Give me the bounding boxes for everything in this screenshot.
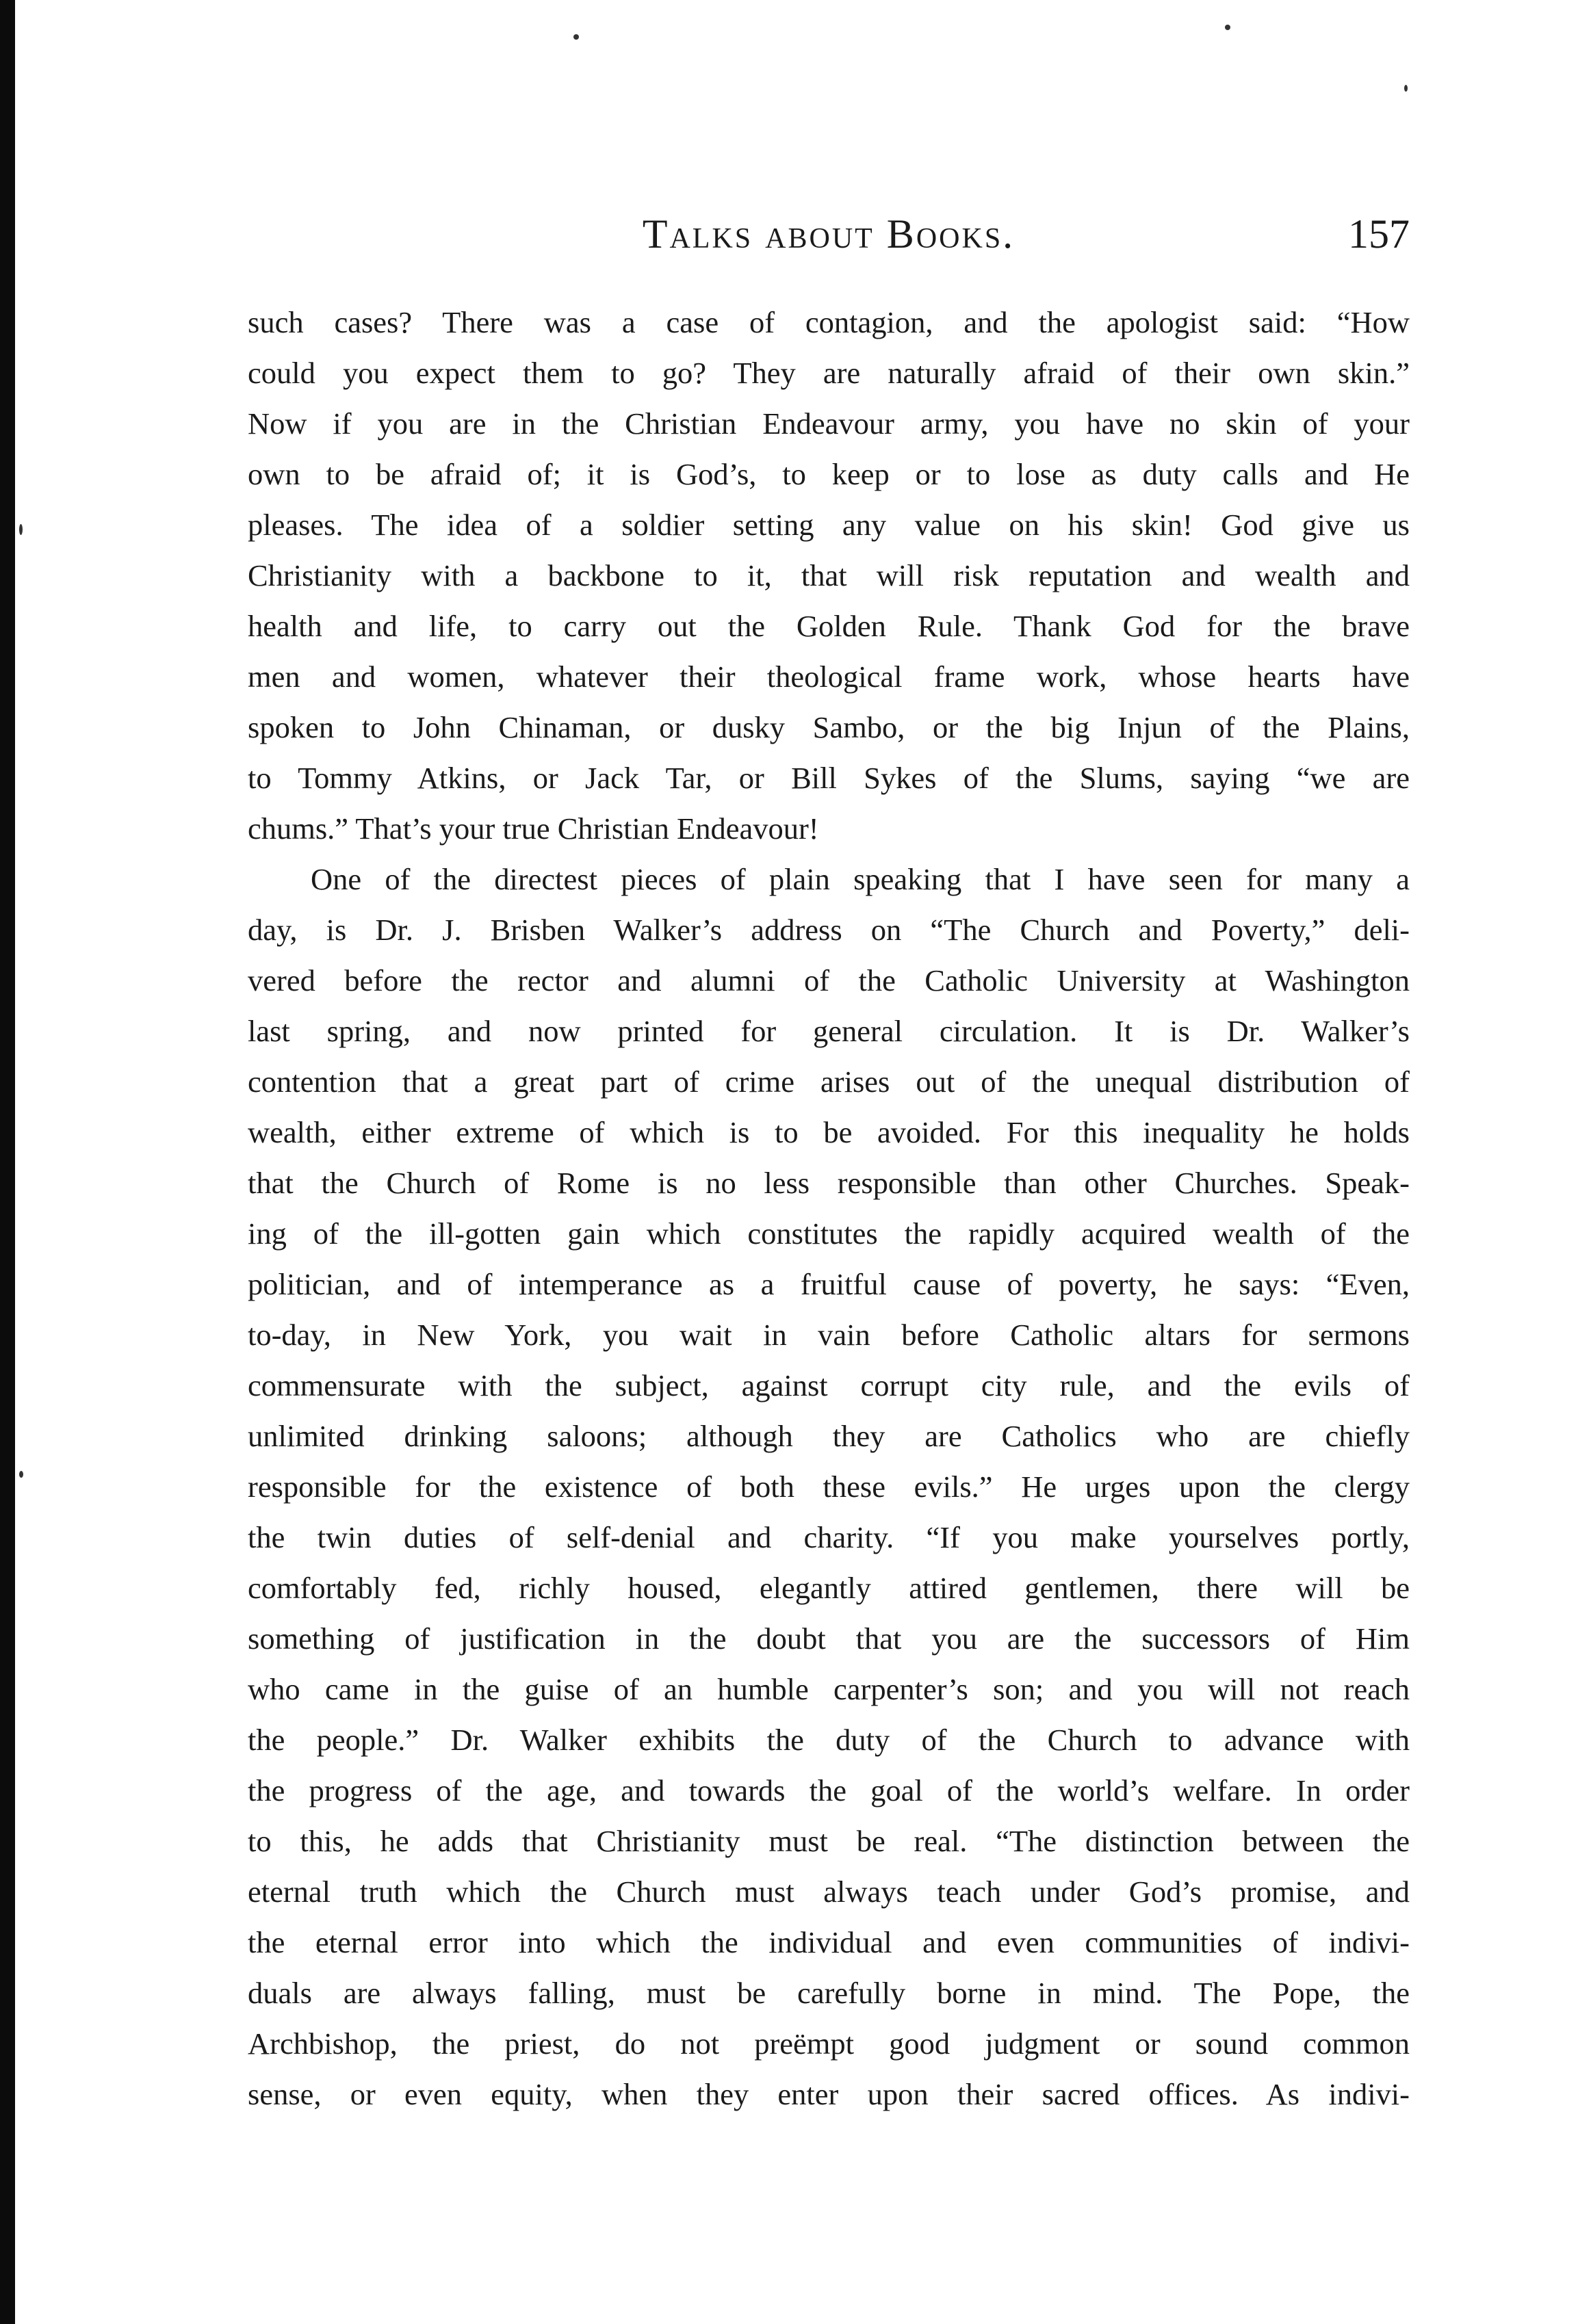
text-line: duals are always falling, must be carefully borne in mind. The Pope, the: [248, 1976, 1410, 2010]
text-line: to Tommy Atkins, or Jack Tar, or Bill Sykes of the Slums, saying “we are: [248, 761, 1410, 795]
text-line: chums.” That’s your true Christian Endeavour!: [248, 811, 819, 846]
text-line: that the Church of Rome is no less responsible than other Churches. Speak-: [248, 1166, 1410, 1200]
text-line: such cases? There was a case of contagion, and the apologist said: “How: [248, 305, 1410, 339]
text-line: to-day, in New York, you wait in vain before Catholic altars for sermons: [248, 1318, 1410, 1352]
scan-speck: [573, 34, 579, 40]
scan-speck: [19, 1471, 23, 1478]
text-line: day, is Dr. J. Brisben Walker’s address on “The Church and Poverty,” deli-: [248, 913, 1410, 947]
text-line: own to be afraid of; it is God’s, to keep or to lose as duty calls and He: [248, 457, 1410, 491]
text-line: Now if you are in the Christian Endeavour army, you have no skin of your: [248, 406, 1410, 441]
running-title: Talks about Books.: [642, 211, 1016, 257]
text-line: wealth, either extreme of which is to be avoided. For this inequality he holds: [248, 1115, 1410, 1149]
text-line: sense, or even equity, when they enter upon their sacred offices. As indivi-: [248, 2077, 1410, 2111]
text-line: unlimited drinking saloons; although they are Catholics who are chiefly: [248, 1419, 1410, 1453]
text-line: responsible for the existence of both these evils.” He urges upon the clergy: [248, 1470, 1410, 1504]
text-line: last spring, and now printed for general circulation. It is Dr. Walker’s: [248, 1014, 1410, 1048]
page-edge-shadow: [0, 0, 15, 2324]
text-line: vered before the rector and alumni of the Catholic University at Washington: [248, 963, 1410, 997]
text-line: Christianity with a backbone to it, that will risk reputation and wealth and: [248, 558, 1410, 592]
text-line: commensurate with the subject, against corrupt city rule, and the evils of: [248, 1368, 1410, 1402]
text-line: contention that a great part of crime arises out of the unequal distribution of: [248, 1065, 1410, 1099]
scan-speck: [1225, 25, 1230, 30]
text-line: Archbishop, the priest, do not preëmpt good judgment or sound common: [248, 2026, 1410, 2061]
text-line: health and life, to carry out the Golden Rule. Thank God for the brave: [248, 609, 1410, 643]
page-header: [248, 211, 1410, 272]
text-line: ing of the ill-gotten gain which constitutes the rapidly acquired wealth of the: [248, 1216, 1410, 1251]
text-line: the twin duties of self-denial and charity. “If you make yourselves portly,: [248, 1520, 1410, 1554]
scan-speck: [1404, 85, 1408, 92]
text-line: pleases. The idea of a soldier setting any value on his skin! God give us: [248, 508, 1410, 542]
page-number: 157: [1348, 211, 1410, 257]
text-line: eternal truth which the Church must always teach under God’s promise, and: [248, 1875, 1410, 1909]
text-line: the people.” Dr. Walker exhibits the duty of the Church to advance with: [248, 1723, 1410, 1757]
text-line: politician, and of intemperance as a fruitful cause of poverty, he says: “Even,: [248, 1267, 1410, 1301]
scan-speck: [19, 524, 23, 535]
text-line: to this, he adds that Christianity must be real. “The distinction between the: [248, 1824, 1410, 1858]
text-line: the eternal error into which the individual and even communities of indivi-: [248, 1925, 1410, 1959]
text-line: men and women, whatever their theological frame work, whose hearts have: [248, 660, 1410, 694]
text-line: something of justification in the doubt that you are the successors of Him: [248, 1621, 1410, 1656]
text-line: comfortably fed, richly housed, elegantly attired gentlemen, there will be: [248, 1571, 1410, 1605]
body-text: [248, 297, 1410, 2119]
text-line: spoken to John Chinaman, or dusky Sambo, or the big Injun of the Plains,: [248, 710, 1410, 744]
text-line: One of the directest pieces of plain speaking that I have seen for many a: [311, 862, 1410, 896]
text-line: the progress of the age, and towards the goal of the world’s welfare. In order: [248, 1773, 1410, 1807]
text-line: who came in the guise of an humble carpenter’s son; and you will not reach: [248, 1672, 1410, 1706]
text-line: could you expect them to go? They are naturally afraid of their own skin.”: [248, 356, 1410, 390]
